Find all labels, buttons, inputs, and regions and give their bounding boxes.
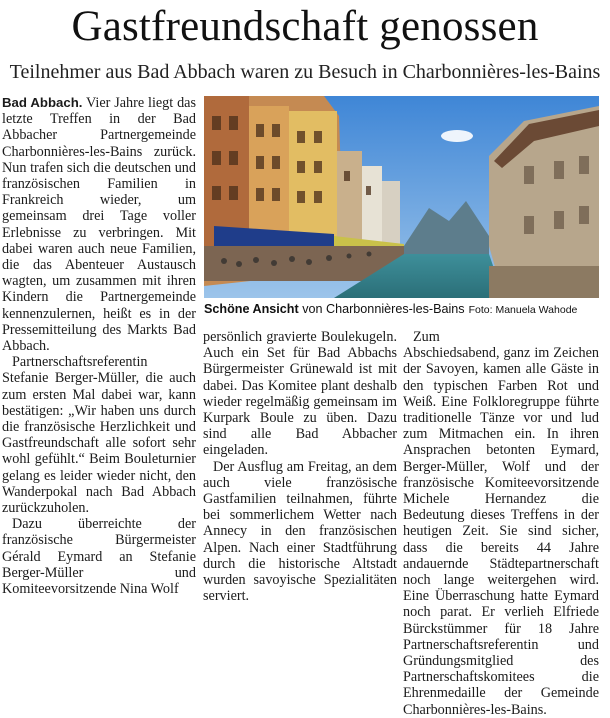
article-photo [204,96,599,298]
caption-text: von Charbonnières-les-Bains [298,302,465,316]
article-paragraph-4: Der Ausflug am Freitag, an dem auch viele französische Gastfamilien teilnahmen, führte bei sommerlichem Wetter nach Annecy in den französischen Alpen. Nach einer Stadtführung durch die historische Altstadt wurden savoyische Spezialitäten serviert. [203,458,397,605]
article-paragraph-3: Dazu überreichte der französische Bürgermeister Gérald Eymard an Stefanie Berger-Müller und Komiteevorsitzende Nina Wolf [2,516,196,598]
article-paragraph-1 [2,95,196,354]
caption-title: Schöne Ansicht [204,302,299,316]
article-column-2 [203,329,397,611]
annecy-canal-image [204,96,599,298]
photo-caption [204,301,599,318]
paragraph-1-text: Vier Jahre liegt das letzte Treffen in der Bad Abbacher Partnergemeinde Charbonnières-les-Bains zurück. Nun trafen sich die deutschen und französischen Familien in Frankreich wieder, um gemeinsam drei Tage voller Erlebnisse zu verbringen. Mit dabei waren auch neue Familien, die das Abenteuer Austausch wagten, um zusammen mit ihren Kindern die Partnergemeinde kennenzulernen, heißt es in der Pressemitteilung des Markts Bad Abbach. [2,95,196,355]
article-paragraph-5: Zum [413,329,440,345]
article-column-1 [2,95,196,611]
photo-credit: Foto: Manuela Wahode [468,304,578,316]
article-subheadline: Teilnehmer aus Bad Abbach waren zu Besuch in Charbonnières-les-Bains [9,61,601,83]
article-paragraph-3-continued: persönlich gravierte Boulekugeln. Auch ein Set für Bad Abbachs Bürgermeister Grünewald ist mit dabei. Das Komitee plant deshalb wieder regelmäßig gemeinsam im Kurpark Boule zu üben. Dazu sind alle Bad Abbacher eingeladen. [203,329,397,459]
article-dateline: Bad Abbach. [2,95,83,110]
article-paragraph-5-continued: Abschiedsabend, ganz im Zeichen der Savoyen, kamen alle Gäste in den typischen Farben Rot und Weiß. Eine Folkloregruppe führte traditionelle Tänze vor und lud zum Mitmachen ein. In ihren Ansprachen betonten Eymard, Berger-Müller, Wolf und der französische Komiteevorsitzende Michele Hernandez die Bedeutung dieses Treffens in der heutigen Zeit. Sie sind sicher, dass die bereits 44 Jahre andauernde Städtepartnerschaft noch lange weitergehen wird. Eine Überraschung hatte Eymard noch parat. Er verlieh Elfriede Bürckstümmer für 18 Jahre Partnerschaftsreferentin und Gründungsmitglied des Partnerschaftskomitees die Ehrenmedaille der Gemeinde Charbonnières-les-Bains. [403,345,599,718]
article-headline: Gastfreundschaft genossen [71,3,539,50]
article-paragraph-2: Partnerschaftsreferentin Stefanie Berger-Müller, die auch zum ersten Mal dabei war, kann bestätigen: „Wir haben uns durch die französische Herzlichkeit und Gastfreundschaft alle sofort sehr wohl gefühlt.“ Beim Bouleturnier gelang es leider wieder nicht, den Wanderpokal nach Bad Abbach zurückzuholen. [2,354,196,517]
article-column-3 [403,329,599,718]
